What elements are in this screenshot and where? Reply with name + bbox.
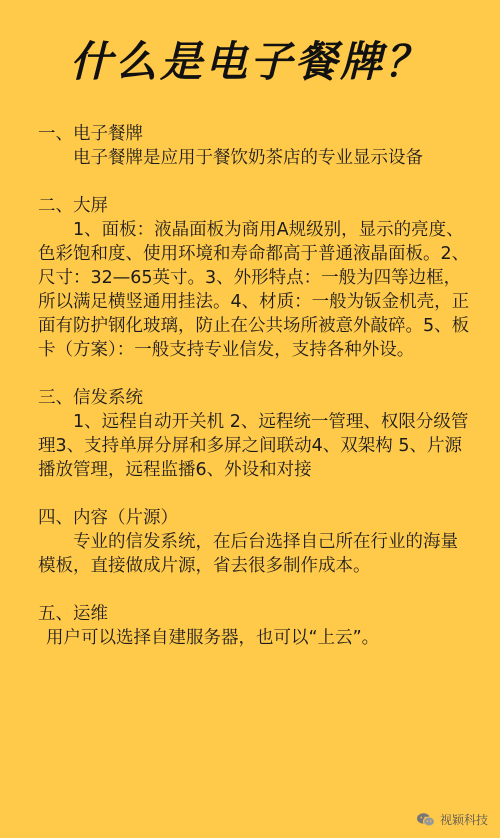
section-publishing-system: [38, 386, 470, 482]
watermark: [416, 811, 488, 828]
section-operations: [38, 602, 470, 650]
section-content-source: [38, 506, 470, 578]
section-electronic-menu: [38, 122, 470, 170]
page-title: 什么是电子餐牌？: [69, 37, 430, 86]
watermark-text: 视颖科技: [439, 813, 488, 827]
section-heading: 二、大屏: [38, 196, 108, 216]
section-body: 1、远程自动开关机 2、远程统一管理、权限分级管理3、支持单屏分屏和多屏之间联动4、双架构 5、片源播放管理，远程监播6、外设和对接: [38, 412, 469, 480]
section-body: 专业的信发系统，在后台选择自己所在行业的海量模板，直接做成片源，省去很多制作成本。: [38, 532, 458, 576]
section-body: 电子餐牌是应用于餐饮奶茶店的专业显示设备: [73, 148, 423, 168]
section-heading: 三、信发系统: [38, 388, 143, 408]
section-large-screen: [38, 194, 470, 362]
section-body: 1、面板：液晶面板为商用A规级别，显示的亮度、色彩饱和度、使用环境和寿命都高于普通液晶面板。2、尺寸：32—65英寸。3、外形特点：一般为四等边框，所以满足横竖通用挂法。4、材质：一般为钣金机壳，正面有防护钢化玻璃，防止在公共场所被意外敲碎。5、板卡（方案）：一般支持专业信发，支持各种外设。: [38, 220, 470, 360]
section-heading: 四、内容（片源）: [38, 508, 178, 528]
article-body: [38, 122, 470, 674]
wechat-icon: [416, 812, 436, 828]
section-body: 用户可以选择自建服务器，也可以“上云”。: [46, 628, 380, 648]
section-heading: 一、电子餐牌: [38, 124, 143, 144]
section-heading: 五、运维: [38, 604, 108, 624]
